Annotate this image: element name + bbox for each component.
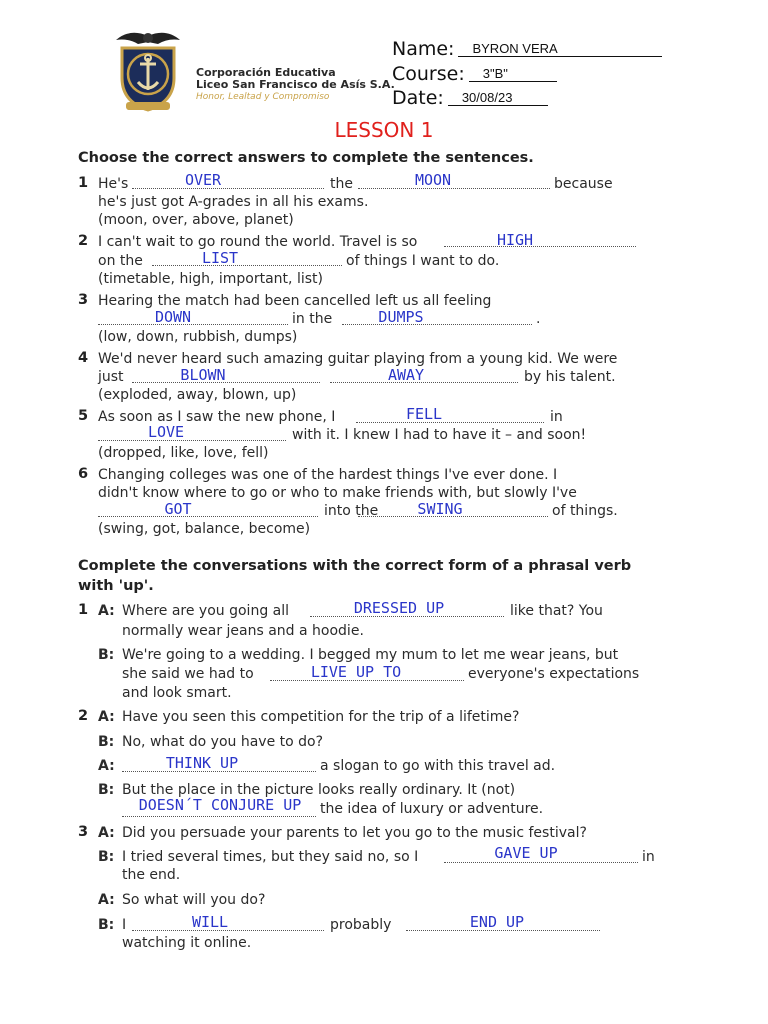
school-line1: Corporación Educativa [196, 66, 336, 79]
q3-text-c: . [536, 311, 541, 327]
name-field [392, 38, 662, 60]
c3-b2-answer1[interactable]: WILL [191, 913, 229, 931]
c3-b-text3: the end. [122, 867, 181, 883]
c1-b-label: B: [98, 647, 115, 663]
q1-text-a: He's [98, 176, 129, 192]
q3-answer1[interactable]: DOWN [154, 308, 192, 326]
c1-b-text3: everyone's expectations [468, 666, 640, 682]
q5-number: 5 [78, 408, 89, 424]
q3-number: 3 [78, 292, 89, 308]
q6-answer1[interactable]: GOT [164, 500, 192, 518]
course-label: Course: [392, 63, 465, 85]
q1-answer1[interactable]: OVER [184, 171, 222, 189]
q1-options: (moon, over, above, planet) [98, 212, 294, 228]
c2-a-text1: Have you seen this competition for the trip of a lifetime? [122, 709, 520, 725]
c3-b2-text3: watching it online. [122, 935, 252, 951]
q3-text-b: in the [292, 311, 333, 327]
c3-a-text1: Did you persuade your parents to let you go to the music festival? [122, 825, 587, 841]
c3-b-answer[interactable]: GAVE UP [494, 844, 558, 862]
c2-b-label: B: [98, 734, 115, 750]
q4-text-b: just [98, 369, 124, 385]
c2-a2-text: a slogan to go with this travel ad. [320, 758, 556, 774]
course-value[interactable]: 3"B" [469, 66, 557, 82]
c1-a-text2: like that? You [510, 603, 603, 619]
c2-b-text1: No, what do you have to do? [122, 734, 324, 750]
c3-a2-text: So what will you do? [122, 892, 266, 908]
q2-answer2[interactable]: LIST [201, 249, 239, 267]
q1-text-d: he's just got A-grades in all his exams. [98, 194, 369, 210]
q2-text-b: on the [98, 253, 143, 269]
section2-instruction-line1: Complete the conversations with the correct form of a phrasal verb [78, 558, 632, 574]
q5-text-c: with it. I knew I had to have it – and soon! [292, 427, 587, 443]
name-value[interactable]: BYRON VERA [458, 41, 662, 57]
q2-text-c: of things I want to do. [346, 253, 500, 269]
c3-b2-text1: I [122, 917, 127, 933]
c3-a2-label: A: [98, 892, 115, 908]
c1-a-label: A: [98, 603, 115, 619]
q5-answer1[interactable]: FELL [405, 405, 443, 423]
q4-text-a: We'd never heard such amazing guitar playing from a young kid. We were [98, 351, 618, 367]
c2-b2-answer[interactable]: DOESN´T CONJURE UP [138, 796, 302, 814]
q5-text-a: As soon as I saw the new phone, I [98, 409, 336, 425]
q3-answer2[interactable]: DUMPS [378, 308, 424, 326]
q1-number: 1 [78, 175, 89, 191]
date-field [392, 87, 548, 109]
q5-blank2 [98, 440, 286, 441]
q4-options: (exploded, away, blown, up) [98, 387, 297, 403]
q6-text-c: into the [324, 503, 379, 519]
c1-a-answer[interactable]: DRESSED UP [353, 599, 445, 617]
q1-answer2[interactable]: MOON [414, 171, 452, 189]
q5-answer2[interactable]: LOVE [147, 423, 185, 441]
c3-b2-blank1 [132, 930, 324, 931]
c3-b-text2: in [642, 849, 655, 865]
q5-blank1 [356, 422, 544, 423]
q5-options: (dropped, like, love, fell) [98, 445, 269, 461]
q2-options: (timetable, high, important, list) [98, 271, 323, 287]
school-crest-icon [108, 22, 188, 114]
c1-b-answer[interactable]: LIVE UP TO [310, 663, 402, 681]
c1-a-text3: normally wear jeans and a hoodie. [122, 623, 364, 639]
c2-b2-text1: But the place in the picture looks really ordinary. It (not) [122, 782, 516, 798]
c3-b2-text2: probably [330, 917, 392, 933]
course-field [392, 63, 557, 85]
q6-text-a: Changing colleges was one of the hardest things I've ever done. I [98, 467, 558, 483]
school-motto: Honor, Lealtad y Compromiso [196, 92, 330, 102]
school-name-block [196, 67, 395, 103]
c2-a-label: A: [98, 709, 115, 725]
q2-text-a: I can't wait to go round the world. Travel is so [98, 234, 418, 250]
q6-options: (swing, got, balance, become) [98, 521, 311, 537]
c3-number: 3 [78, 824, 89, 840]
c1-b-text4: and look smart. [122, 685, 232, 701]
c2-number: 2 [78, 708, 89, 724]
school-crest-logo [108, 22, 188, 114]
q4-answer2[interactable]: AWAY [387, 366, 425, 384]
c3-b-text1: I tried several times, but they said no, so I [122, 849, 419, 865]
date-value[interactable]: 30/08/23 [448, 90, 548, 106]
c2-b2-label: B: [98, 782, 115, 798]
q1-text-c: because [554, 176, 613, 192]
lesson-title: LESSON 1 [334, 118, 434, 142]
date-label: Date: [392, 87, 444, 109]
c1-number: 1 [78, 602, 89, 618]
q3-text-a: Hearing the match had been cancelled left us all feeling [98, 293, 492, 309]
q1-blank1 [132, 188, 324, 189]
c2-b2-text2: the idea of luxury or adventure. [320, 801, 544, 817]
q6-number: 6 [78, 466, 89, 482]
q4-text-c: by his talent. [524, 369, 616, 385]
c1-b-text2: she said we had to [122, 666, 254, 682]
c1-a-text1: Where are you going all [122, 603, 290, 619]
q1-text-b: the [330, 176, 353, 192]
q3-options: (low, down, rubbish, dumps) [98, 329, 298, 345]
q4-number: 4 [78, 350, 89, 366]
c3-b2-label: B: [98, 917, 115, 933]
q4-answer1[interactable]: BLOWN [180, 366, 226, 384]
school-line2: Liceo San Francisco de Asís S.A. [196, 78, 395, 91]
c2-b2-blank [122, 816, 316, 817]
q6-text-b: didn't know where to go or who to make friends with, but slowly I've [98, 485, 577, 501]
c3-b-label: B: [98, 849, 115, 865]
c3-a-label: A: [98, 825, 115, 841]
name-label: Name: [392, 38, 455, 60]
c2-a2-label: A: [98, 758, 115, 774]
c1-b-text1: We're going to a wedding. I begged my mum to let me wear jeans, but [122, 647, 619, 663]
q6-text-d: of things. [552, 503, 618, 519]
c2-a2-answer[interactable]: THINK UP [165, 754, 239, 772]
section1-instruction: Choose the correct answers to complete the sentences. [78, 150, 534, 166]
q6-answer2[interactable]: SWING [417, 500, 463, 518]
q2-answer1[interactable]: HIGH [496, 231, 534, 249]
q1-blank2 [358, 188, 550, 189]
c3-b2-answer2[interactable]: END UP [469, 913, 525, 931]
q5-text-b: in [550, 409, 563, 425]
q2-number: 2 [78, 233, 89, 249]
c3-b-blank [444, 862, 638, 863]
section2-instruction-line2: with 'up'. [78, 578, 154, 594]
